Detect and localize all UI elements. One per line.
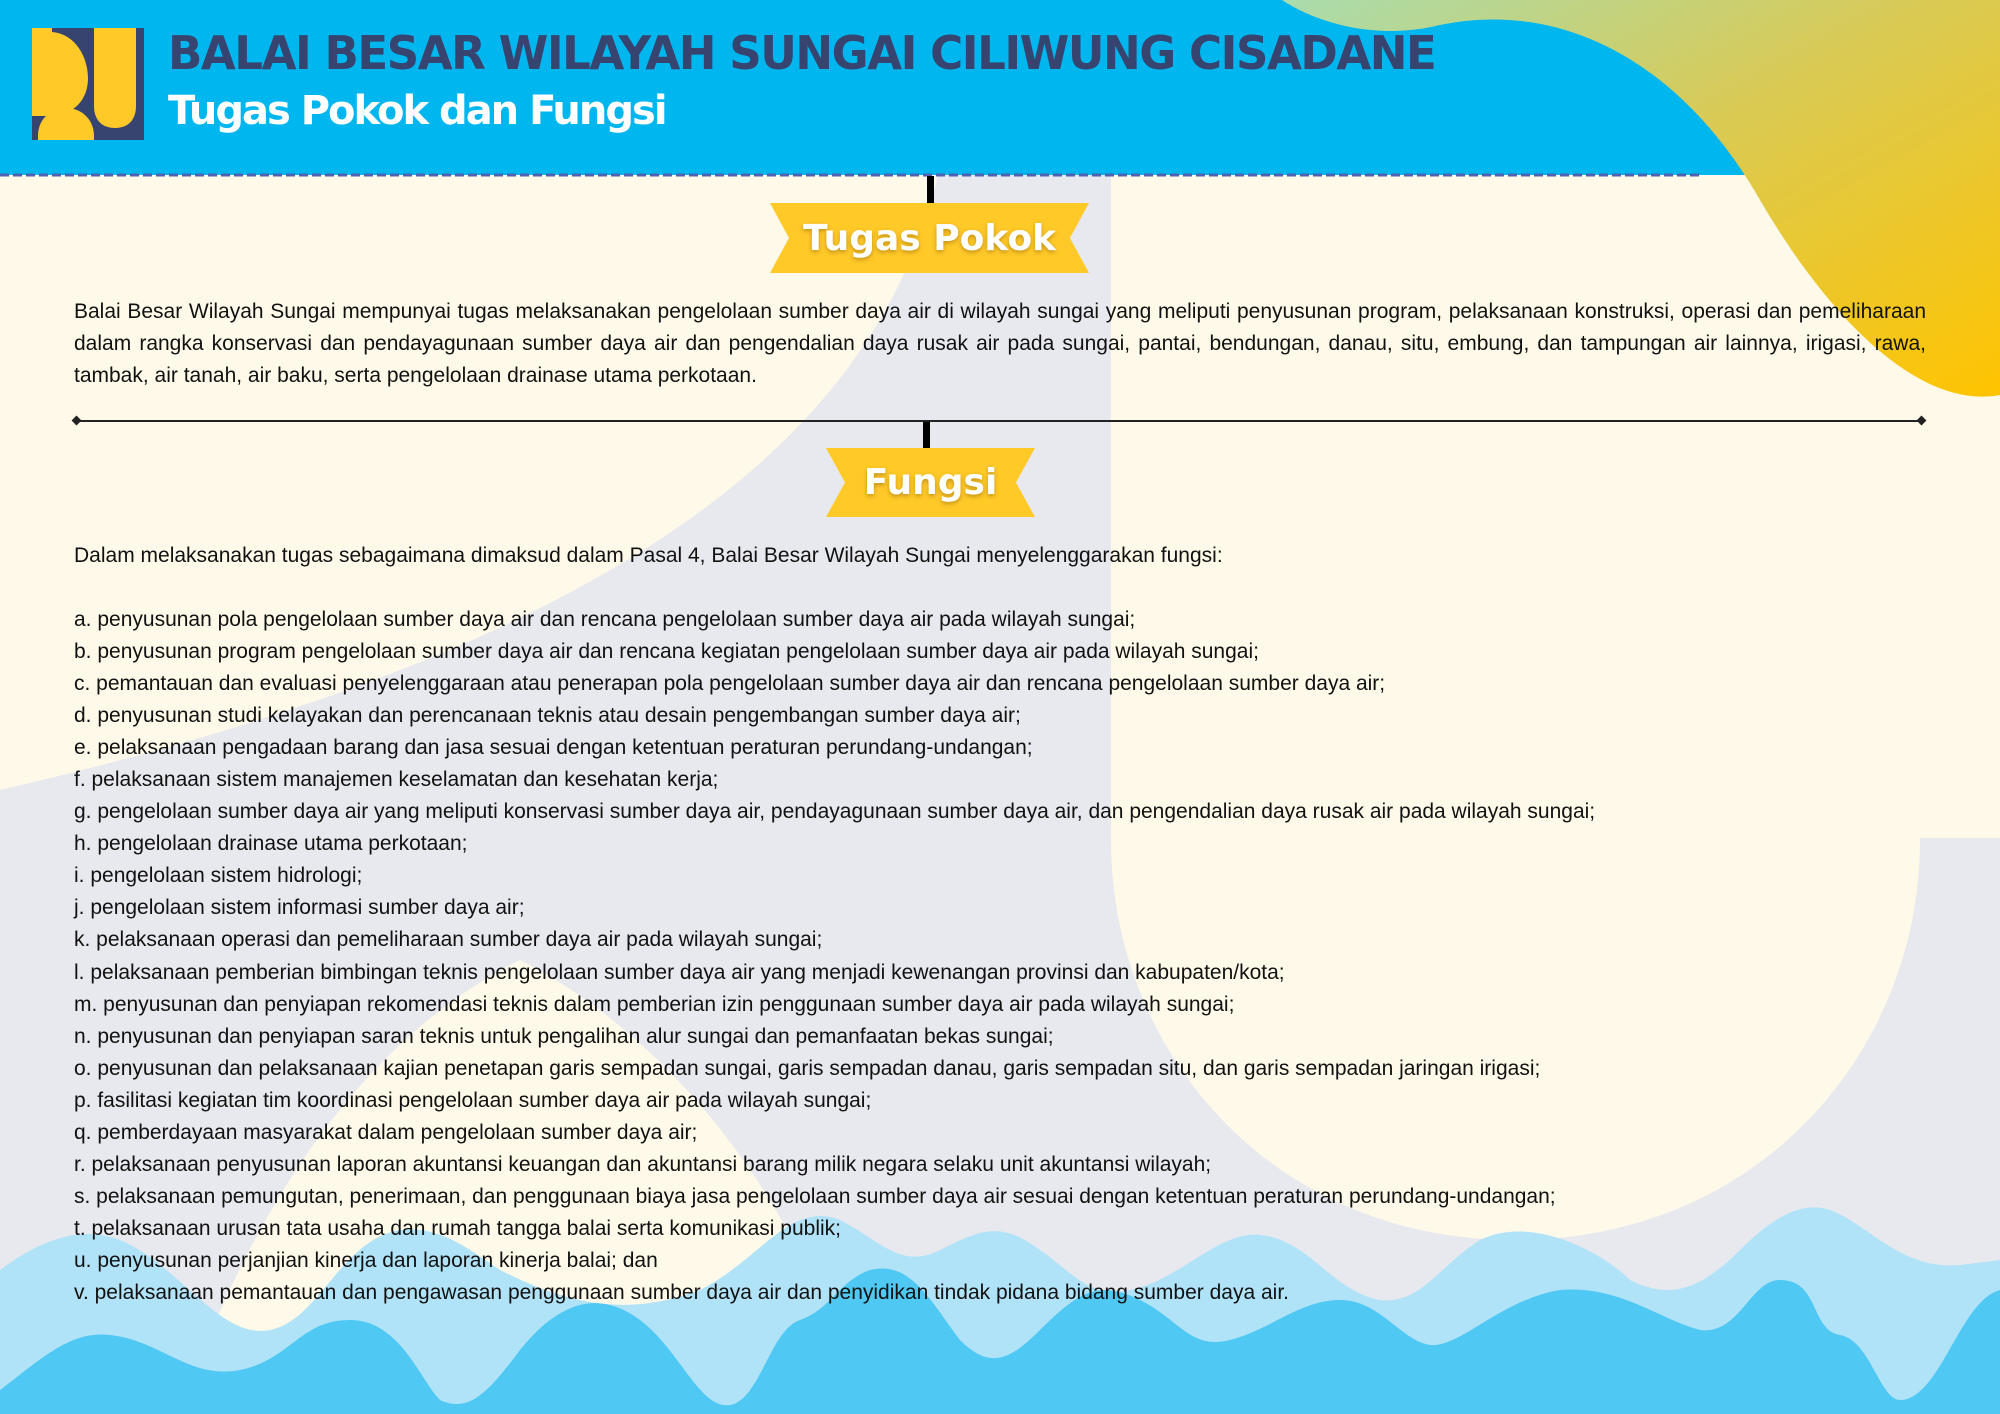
- list-item: p. fasilitasi kegiatan tim koordinasi pengelolaan sumber daya air pada wilayah sungai;: [74, 1088, 872, 1112]
- fungsi-intro: Dalam melaksanakan tugas sebagaimana dimaksud dalam Pasal 4, Balai Besar Wilayah Sungai menyelenggarakan fungsi:: [74, 544, 1223, 567]
- fungsi-heading: Fungsi: [863, 462, 998, 503]
- tugas-pokok-banner: [770, 203, 1089, 273]
- list-item: n. penyusunan dan penyiapan saran teknis untuk pengalihan alur sungai dan pemanfaatan bekas sungai;: [74, 1024, 1054, 1048]
- pu-logo: [32, 28, 144, 140]
- page-subtitle: Tugas Pokok dan Fungsi: [168, 88, 666, 134]
- tugas-pokok-heading: Tugas Pokok: [802, 217, 1057, 259]
- fungsi-banner: [826, 448, 1035, 517]
- list-item: u. penyusunan perjanjian kinerja dan laporan kinerja balai; dan: [74, 1248, 658, 1272]
- connector-line: [923, 422, 930, 449]
- list-item: g. pengelolaan sumber daya air yang meliputi konservasi sumber daya air, pendayagunaan sumber daya air, dan pengendalian daya rusak air pada wilayah sungai;: [74, 800, 1596, 824]
- section-divider: [76, 420, 1923, 422]
- list-item: d. penyusunan studi kelayakan dan perencanaan teknis atau desain pengembangan sumber daya air;: [74, 704, 1021, 728]
- list-item: m. penyusunan dan penyiapan rekomendasi teknis dalam pemberian izin penggunaan sumber daya air pada wilayah sungai;: [74, 992, 1235, 1016]
- list-item: t. pelaksanaan urusan tata usaha dan rumah tangga balai serta komunikasi publik;: [74, 1216, 841, 1240]
- list-item: j. pengelolaan sistem informasi sumber daya air;: [74, 896, 525, 920]
- list-item: c. pemantauan dan evaluasi penyelenggaraan atau penerapan pola pengelolaan sumber daya air dan rencana pengelolaan sumber daya air;: [74, 672, 1386, 696]
- list-item: v. pelaksanaan pemantauan dan pengawasan penggunaan sumber daya air dan penyidikan tindak pidana bidang sumber daya air.: [74, 1280, 1289, 1304]
- connector-line: [927, 176, 934, 204]
- list-item: e. pelaksanaan pengadaan barang dan jasa sesuai dengan ketentuan peraturan perundang-undangan;: [74, 736, 1033, 760]
- tugas-pokok-text: Balai Besar Wilayah Sungai mempunyai tugas melaksanakan pengelolaan sumber daya air di wilayah sungai yang meliputi penyusunan program, pelaksanaan konstruksi, operasi dan pemeliharaan dalam rangka konservasi dan pendayagunaan sumber daya air dan pengendalian daya rusak air pada sungai, pantai, bendungan, danau, situ, embung, dan tampungan air lainnya, irigasi, rawa, tambak, air tanah, air baku, serta pengelolaan drainase utama perkotaan.: [74, 300, 1926, 387]
- fungsi-list: [74, 604, 1595, 1309]
- list-item: o. penyusunan dan pelaksanaan kajian penetapan garis sempadan sungai, garis sempadan danau, garis sempadan situ, dan garis sempadan jaringan irigasi;: [74, 1056, 1541, 1080]
- list-item: s. pelaksanaan pemungutan, penerimaan, dan penggunaan biaya jasa pengelolaan sumber daya air sesuai dengan ketentuan peraturan perundang-undangan;: [74, 1184, 1556, 1208]
- page-title: BALAI BESAR WILAYAH SUNGAI CILIWUNG CISADANE: [168, 26, 1436, 80]
- list-item: q. pemberdayaan masyarakat dalam pengelolaan sumber daya air;: [74, 1120, 698, 1144]
- list-item: r. pelaksanaan penyusunan laporan akuntansi keuangan dan akuntansi barang milik negara selaku unit akuntansi wilayah;: [74, 1152, 1212, 1176]
- list-item: l. pelaksanaan pemberian bimbingan teknis pengelolaan sumber daya air yang menjadi kewenangan provinsi dan kabupaten/kota;: [74, 960, 1285, 984]
- list-item: f. pelaksanaan sistem manajemen keselamatan dan kesehatan kerja;: [74, 768, 719, 792]
- list-item: i. pengelolaan sistem hidrologi;: [74, 864, 363, 888]
- list-item: a. penyusunan pola pengelolaan sumber daya air dan rencana pengelolaan sumber daya air pada wilayah sungai;: [74, 608, 1136, 631]
- list-item: k. pelaksanaan operasi dan pemeliharaan sumber daya air pada wilayah sungai;: [74, 928, 823, 952]
- list-item: h. pengelolaan drainase utama perkotaan;: [74, 832, 468, 856]
- list-item: b. penyusunan program pengelolaan sumber daya air dan rencana kegiatan pengelolaan sumber daya air pada wilayah sungai;: [74, 640, 1259, 664]
